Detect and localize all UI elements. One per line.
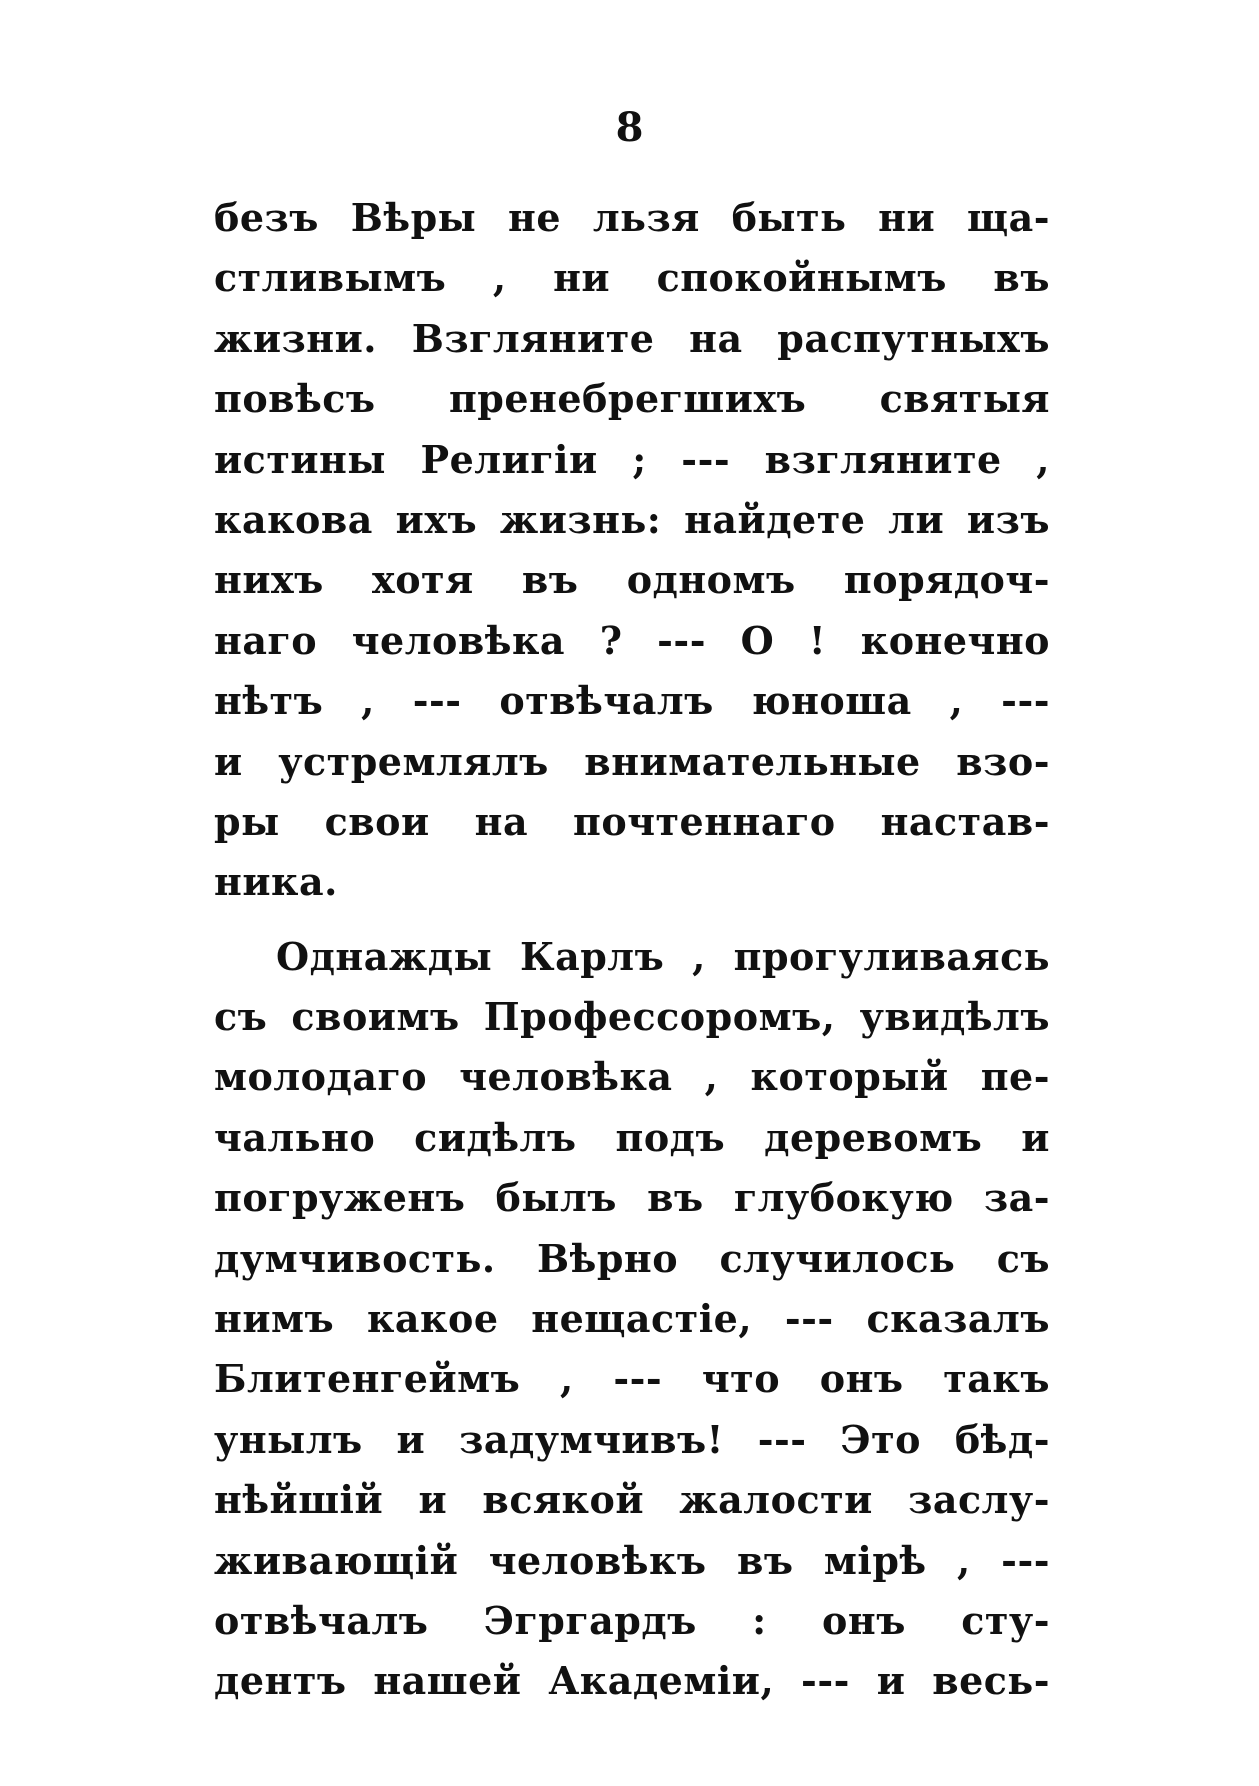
page-number: 8 [615,104,644,151]
text-line: Блитенгеймъ , --- что онъ такъ [214,1356,1050,1402]
text-line: нѣтъ , --- отвѣчалъ юноша , --- [214,678,1050,724]
text-line: дентъ нашей Академіи, --- и весь- [214,1658,1050,1704]
paragraph-gap [214,913,1050,927]
text-line: думчивость. Вѣрно случилось съ [214,1235,1050,1281]
text-line: унылъ и задумчивъ! --- Это бѣд- [214,1416,1050,1462]
text-line: молодаго человѣка , который пе- [214,1054,1050,1100]
text-line: ры свои на почтеннаго настав- [214,798,1050,844]
body-text [214,188,1050,1712]
text-line: отвѣчалъ Эгргардъ : онъ сту- [214,1597,1050,1643]
text-line: какова ихъ жизнь: найдете ли изъ [214,496,1050,542]
text-line: стливымъ , ни спокойнымъ въ [214,255,1050,301]
text-line: безъ Вѣры не льзя быть ни ща- [214,195,1050,240]
text-line: чальнo сидѣлъ подъ деревомъ и [214,1114,1050,1160]
text-line: нихъ хотя въ одномъ порядоч- [214,557,1050,603]
text-line: и устремлялъ внимательные взо- [214,738,1050,784]
text-line: съ своимъ Профессоромъ, увидѣлъ [214,994,1050,1040]
text-line: истины Религіи ; --- взгляните , [214,436,1050,482]
text-line: наго человѣка ? --- О ! конечно [214,617,1050,663]
text-line: Однажды Карлъ , прогуливаясь [276,933,1050,979]
text-line: нѣйшій и всякой жалости заслу- [214,1477,1050,1523]
text-line: ника. [214,859,338,905]
text-line: нимъ какое нещастіе, --- сказалъ [214,1296,1050,1342]
paragraph-1 [214,188,1050,913]
text-line: погруженъ былъ въ глубокую за- [214,1175,1050,1221]
text-line: живающій человѣкъ въ мірѣ , --- [214,1537,1050,1583]
text-line: повѣсъ пренебрегшихъ святыя [214,376,1050,422]
paragraph-2 [214,927,1050,1712]
text-line: жизни. Взгляните на распутныхъ [214,315,1050,361]
